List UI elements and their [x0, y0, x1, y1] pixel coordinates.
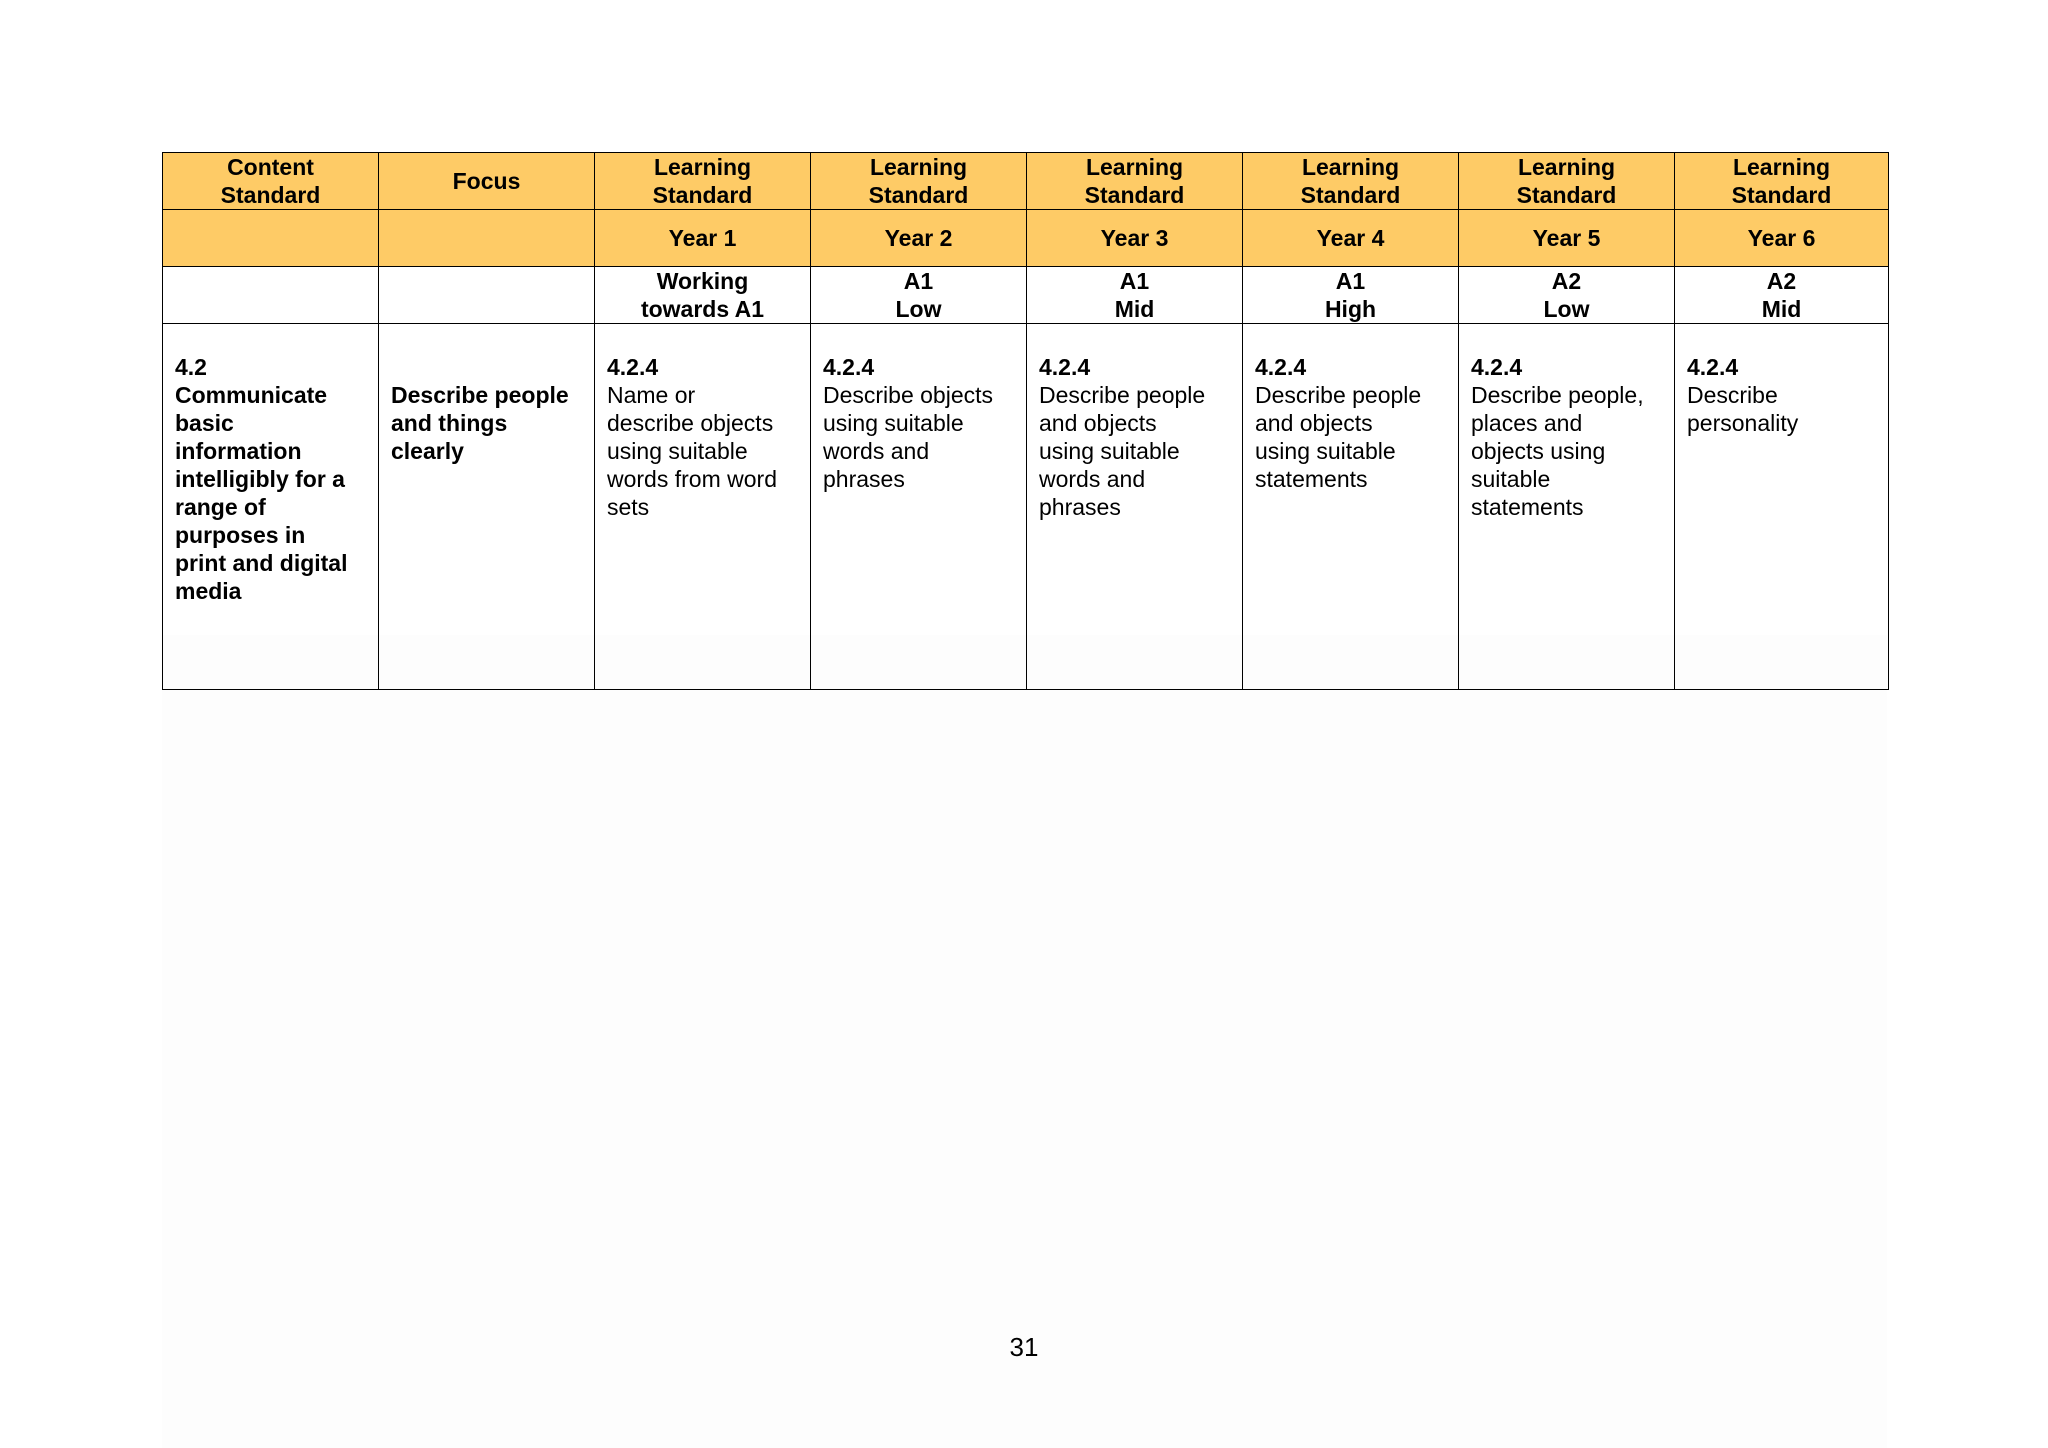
learning-standard-year-6-cell — [1675, 324, 1889, 690]
level-row — [163, 267, 1889, 324]
page-number: 31 — [1009, 1332, 1039, 1362]
year-cell-year-5: Year 5 — [1459, 210, 1675, 267]
header-cell-focus: Focus — [379, 153, 595, 210]
year-cell-year-1: Year 1 — [595, 210, 811, 267]
level-cell-empty — [163, 267, 379, 324]
year-cell-empty — [379, 210, 595, 267]
level-cell-empty — [379, 267, 595, 324]
standard-description: Name or describe objects using suitable words from word sets — [607, 382, 777, 520]
level-cell-a1-mid: A1 Mid — [1027, 267, 1243, 324]
year-cell-empty — [163, 210, 379, 267]
content-standard-cell: 4.2 Communicate basic information intelligibly for a range of purposes in print and digital media — [163, 324, 379, 690]
level-cell-a1-low: A1 Low — [811, 267, 1027, 324]
year-cell-year-2: Year 2 — [811, 210, 1027, 267]
standard-description: Describe objects using suitable words and phrases — [823, 382, 994, 492]
header-cell-learning-standard: Learning Standard — [1243, 153, 1459, 210]
learning-standard-year-5-cell — [1459, 324, 1675, 690]
level-cell-working-towards-a1: Working towards A1 — [595, 267, 811, 324]
body-row — [163, 324, 1889, 690]
level-cell-a2-low: A2 Low — [1459, 267, 1675, 324]
standard-code: 4.2.4 — [1471, 354, 1523, 380]
standard-description: Describe people and objects using suitable statements — [1255, 382, 1422, 492]
header-row — [163, 153, 1889, 210]
header-cell-learning-standard: Learning Standard — [1027, 153, 1243, 210]
header-cell-content-standard: Content Standard — [163, 153, 379, 210]
header-cell-learning-standard: Learning Standard — [1675, 153, 1889, 210]
learning-standard-year-4-cell — [1243, 324, 1459, 690]
standard-code: 4.2.4 — [1039, 354, 1091, 380]
learning-standard-year-1-cell — [595, 324, 811, 690]
level-cell-a2-mid: A2 Mid — [1675, 267, 1889, 324]
header-cell-learning-standard: Learning Standard — [811, 153, 1027, 210]
learning-standard-year-2-cell — [811, 324, 1027, 690]
year-cell-year-6: Year 6 — [1675, 210, 1889, 267]
standard-code: 4.2.4 — [1255, 354, 1307, 380]
standard-code: 4.2.4 — [607, 354, 659, 380]
level-cell-a1-high: A1 High — [1243, 267, 1459, 324]
standard-description: Describe people, places and objects using suitable statements — [1471, 382, 1644, 520]
learning-standards-table — [162, 152, 1889, 690]
focus-cell: Describe people and things clearly — [379, 324, 595, 690]
standard-code: 4.2.4 — [1687, 354, 1739, 380]
learning-standard-year-3-cell — [1027, 324, 1243, 690]
year-cell-year-4: Year 4 — [1243, 210, 1459, 267]
year-row — [163, 210, 1889, 267]
header-cell-learning-standard: Learning Standard — [595, 153, 811, 210]
standard-description: Describe people and objects using suitable words and phrases — [1039, 382, 1206, 520]
standard-code: 4.2.4 — [823, 354, 875, 380]
header-cell-learning-standard: Learning Standard — [1459, 153, 1675, 210]
standard-description: Describe personality — [1687, 382, 1799, 436]
page-background — [162, 635, 1887, 1448]
year-cell-year-3: Year 3 — [1027, 210, 1243, 267]
